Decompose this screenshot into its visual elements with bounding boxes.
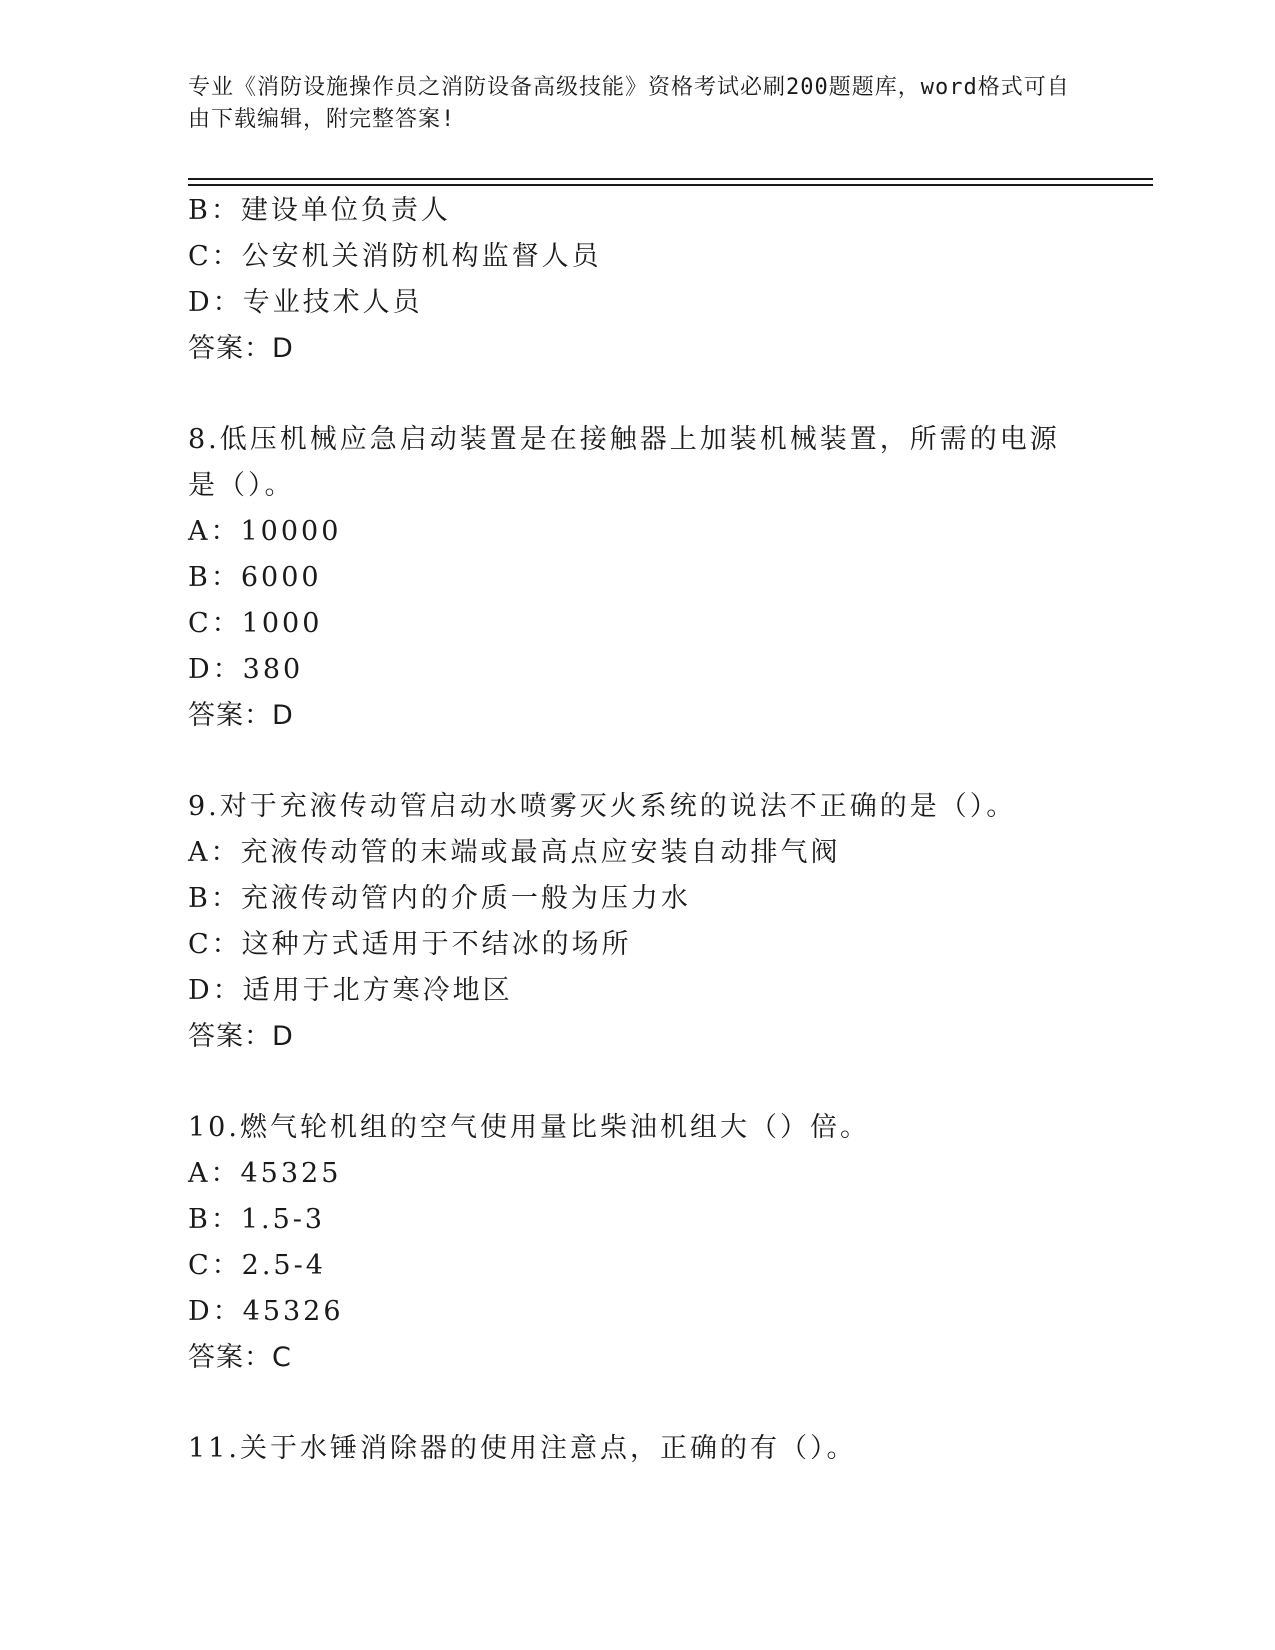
question-8	[188, 417, 1088, 739]
option-b: B：6000	[188, 562, 322, 593]
question-text: 8.低压机械应急启动装置是在接触器上加装机械装置，所需的电源是（）。	[188, 424, 1060, 501]
question-10	[188, 1105, 1088, 1381]
answer: 答案：C	[188, 1342, 292, 1373]
option-d: D：适用于北方寒冷地区	[188, 975, 513, 1006]
question-text: 9.对于充液传动管启动水喷雾灭火系统的说法不正确的是（）。	[188, 791, 1017, 822]
option-c: C：2.5-4	[188, 1250, 326, 1281]
question-9	[188, 784, 1088, 1060]
answer: 答案：D	[188, 700, 294, 731]
option-b: B：建设单位负责人	[188, 195, 451, 226]
question-11	[188, 1426, 1088, 1472]
option-b: B：充液传动管内的介质一般为压力水	[188, 883, 691, 914]
option-d: D：380	[188, 654, 304, 685]
option-d: D：45326	[188, 1296, 344, 1327]
option-a: A：充液传动管的末端或最高点应安装自动排气阀	[188, 837, 841, 868]
question-text: 10.燃气轮机组的空气使用量比柴油机组大（）倍。	[188, 1112, 870, 1143]
option-c: C：这种方式适用于不结冰的场所	[188, 929, 632, 960]
header-rule-top	[188, 178, 1153, 180]
option-d: D：专业技术人员	[188, 287, 423, 318]
question-text: 11.关于水锤消除器的使用注意点，正确的有（）。	[188, 1433, 857, 1464]
answer: 答案：D	[188, 1021, 294, 1052]
question-7-fragment	[188, 188, 1088, 372]
option-b: B：1.5-3	[188, 1204, 326, 1235]
option-a: A：45325	[188, 1158, 342, 1189]
answer: 答案：D	[188, 333, 294, 364]
document-header: 专业《消防设施操作员之消防设备高级技能》资格考试必刷200题题库，word格式可自由下载编辑，附完整答案!	[188, 75, 1070, 132]
option-a: A：10000	[188, 516, 342, 547]
question-list	[188, 188, 1088, 1472]
option-c: C：公安机关消防机构监督人员	[188, 241, 602, 272]
header-rule-bottom	[188, 184, 1153, 186]
option-c: C：1000	[188, 608, 323, 639]
